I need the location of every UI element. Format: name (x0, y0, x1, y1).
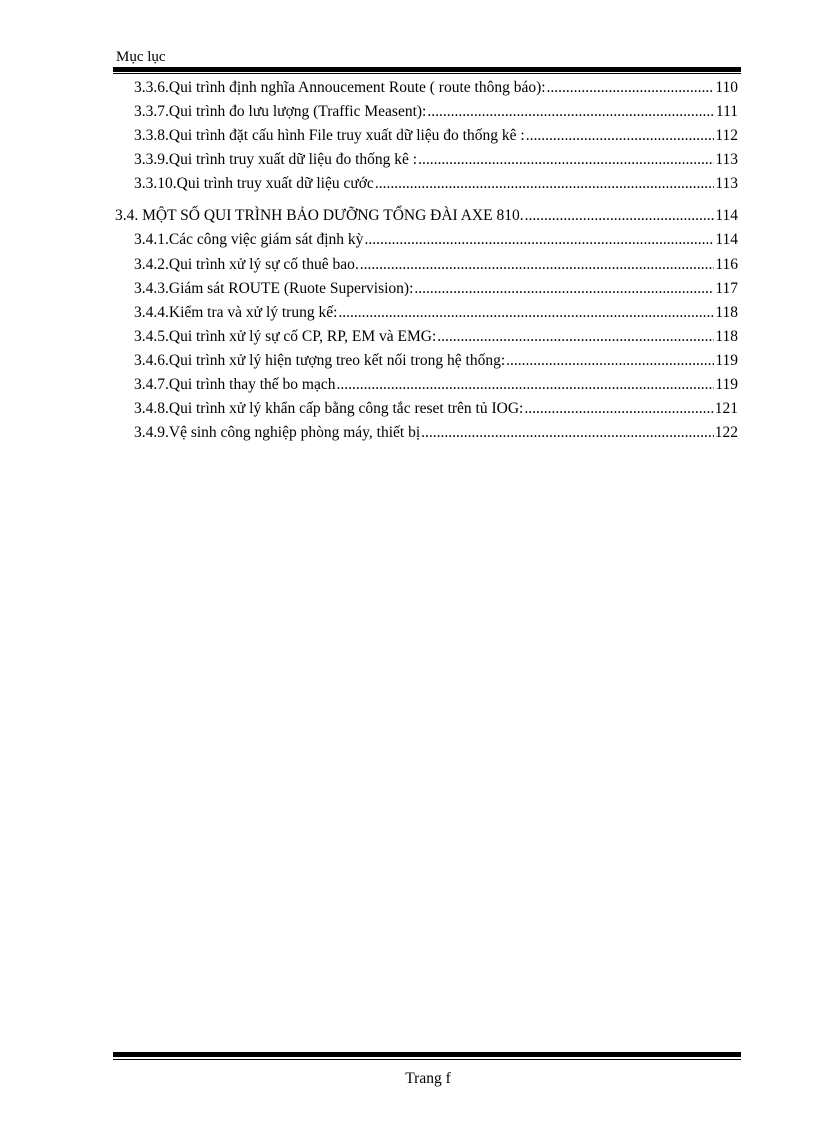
toc-entry-label: 3.4.4.Kiểm tra và xử lý trung kế: (134, 304, 338, 321)
toc-leader-dots (360, 255, 715, 275)
toc-entry-label: 3.3.10.Qui trình truy xuất dữ liệu cước (134, 175, 374, 192)
toc-entry[interactable] (134, 102, 738, 122)
toc-entry[interactable] (134, 303, 738, 323)
toc-entry[interactable] (134, 399, 738, 419)
toc-leader-dots (525, 206, 715, 226)
toc-entry-label: 3.3.8.Qui trình đặt cấu hình File truy xuất dữ liệu đo thống kê : (134, 127, 525, 144)
toc-entry-label: 3.4.3.Giám sát ROUTE (Ruote Supervision): (134, 280, 414, 297)
toc-leader-dots (364, 230, 714, 250)
toc-leader-dots (338, 303, 714, 323)
toc-entry-label: 3.3.9.Qui trình truy xuất dữ liệu đo thống kê : (134, 151, 418, 168)
toc-entry[interactable] (134, 230, 738, 250)
toc-leader-dots (336, 375, 714, 395)
toc-entry-page: 118 (715, 328, 738, 345)
toc-entry-page: 113 (715, 151, 738, 168)
toc-entry-page: 121 (714, 400, 738, 417)
toc-entry[interactable] (134, 126, 738, 146)
toc-entry-label: 3.4.8.Qui trình xử lý khẩn cấp bằng công tắc reset trên tủ IOG: (134, 400, 524, 417)
toc-entry-label: 3.4.2.Qui trình xử lý sự cố thuê bao. (134, 256, 359, 273)
footer-rule (113, 1052, 741, 1057)
toc-entry-page: 119 (715, 376, 738, 393)
page-header-title: Mục lục (116, 49, 166, 65)
toc-entry-page: 114 (715, 207, 738, 224)
toc-entry[interactable] (134, 279, 738, 299)
toc-leader-dots (418, 150, 714, 170)
toc-entry-page: 111 (715, 103, 738, 120)
toc-leader-dots (427, 102, 715, 122)
toc-entry-label: 3.4.9.Vệ sinh công nghiệp phòng máy, thiết bị (134, 424, 421, 441)
header-rule-thin (113, 73, 741, 74)
toc-entry-label: 3.4. MỘT SỐ QUI TRÌNH BẢO DƯỠNG TỔNG ĐÀI AXE 810. (115, 207, 524, 224)
toc-entry[interactable] (134, 351, 738, 371)
toc-entry-page: 113 (715, 175, 738, 192)
toc-entry-page: 118 (715, 304, 738, 321)
toc-leader-dots (547, 78, 715, 98)
toc-entry-page: 117 (715, 280, 738, 297)
toc-entry-page: 110 (715, 79, 738, 96)
toc-leader-dots (421, 423, 714, 443)
toc-leader-dots (506, 351, 714, 371)
toc-entry-page: 122 (714, 424, 738, 441)
toc-entry-label: 3.4.1.Các công việc giám sát định kỳ (134, 231, 364, 248)
toc-entry[interactable] (134, 375, 738, 395)
toc-entry-label: 3.4.7.Qui trình thay thế bo mạch (134, 376, 336, 393)
toc-leader-dots (437, 327, 714, 347)
toc-section-entry[interactable] (115, 206, 738, 226)
toc-entry-label: 3.3.7.Qui trình đo lưu lượng (Traffic Measent): (134, 103, 427, 120)
toc-entry-page: 114 (715, 231, 738, 248)
toc-entry-label: 3.4.6.Qui trình xử lý hiện tượng treo kết nối trong hệ thống: (134, 352, 506, 369)
toc-entry[interactable] (134, 150, 738, 170)
toc-entry-page: 119 (715, 352, 738, 369)
toc-entry-label: 3.4.5.Qui trình xử lý sự cố CP, RP, EM và EMG: (134, 328, 437, 345)
toc-entry[interactable] (134, 327, 738, 347)
toc-entry-label: 3.3.6.Qui trình định nghĩa Annoucement Route ( route thông báo): (134, 79, 546, 96)
toc-leader-dots (526, 126, 715, 146)
toc-entry[interactable] (134, 78, 738, 98)
toc-leader-dots (375, 174, 715, 194)
toc-entry-page: 116 (715, 256, 738, 273)
footer-rule-thin (113, 1059, 741, 1060)
toc-entry[interactable] (134, 174, 738, 194)
toc-entry[interactable] (134, 255, 738, 275)
toc-entry[interactable] (134, 423, 738, 443)
toc-leader-dots (414, 279, 714, 299)
toc-entry-page: 112 (715, 127, 738, 144)
page-footer-number: Trang f (405, 1070, 451, 1087)
header-rule (113, 67, 741, 72)
toc-leader-dots (524, 399, 713, 419)
